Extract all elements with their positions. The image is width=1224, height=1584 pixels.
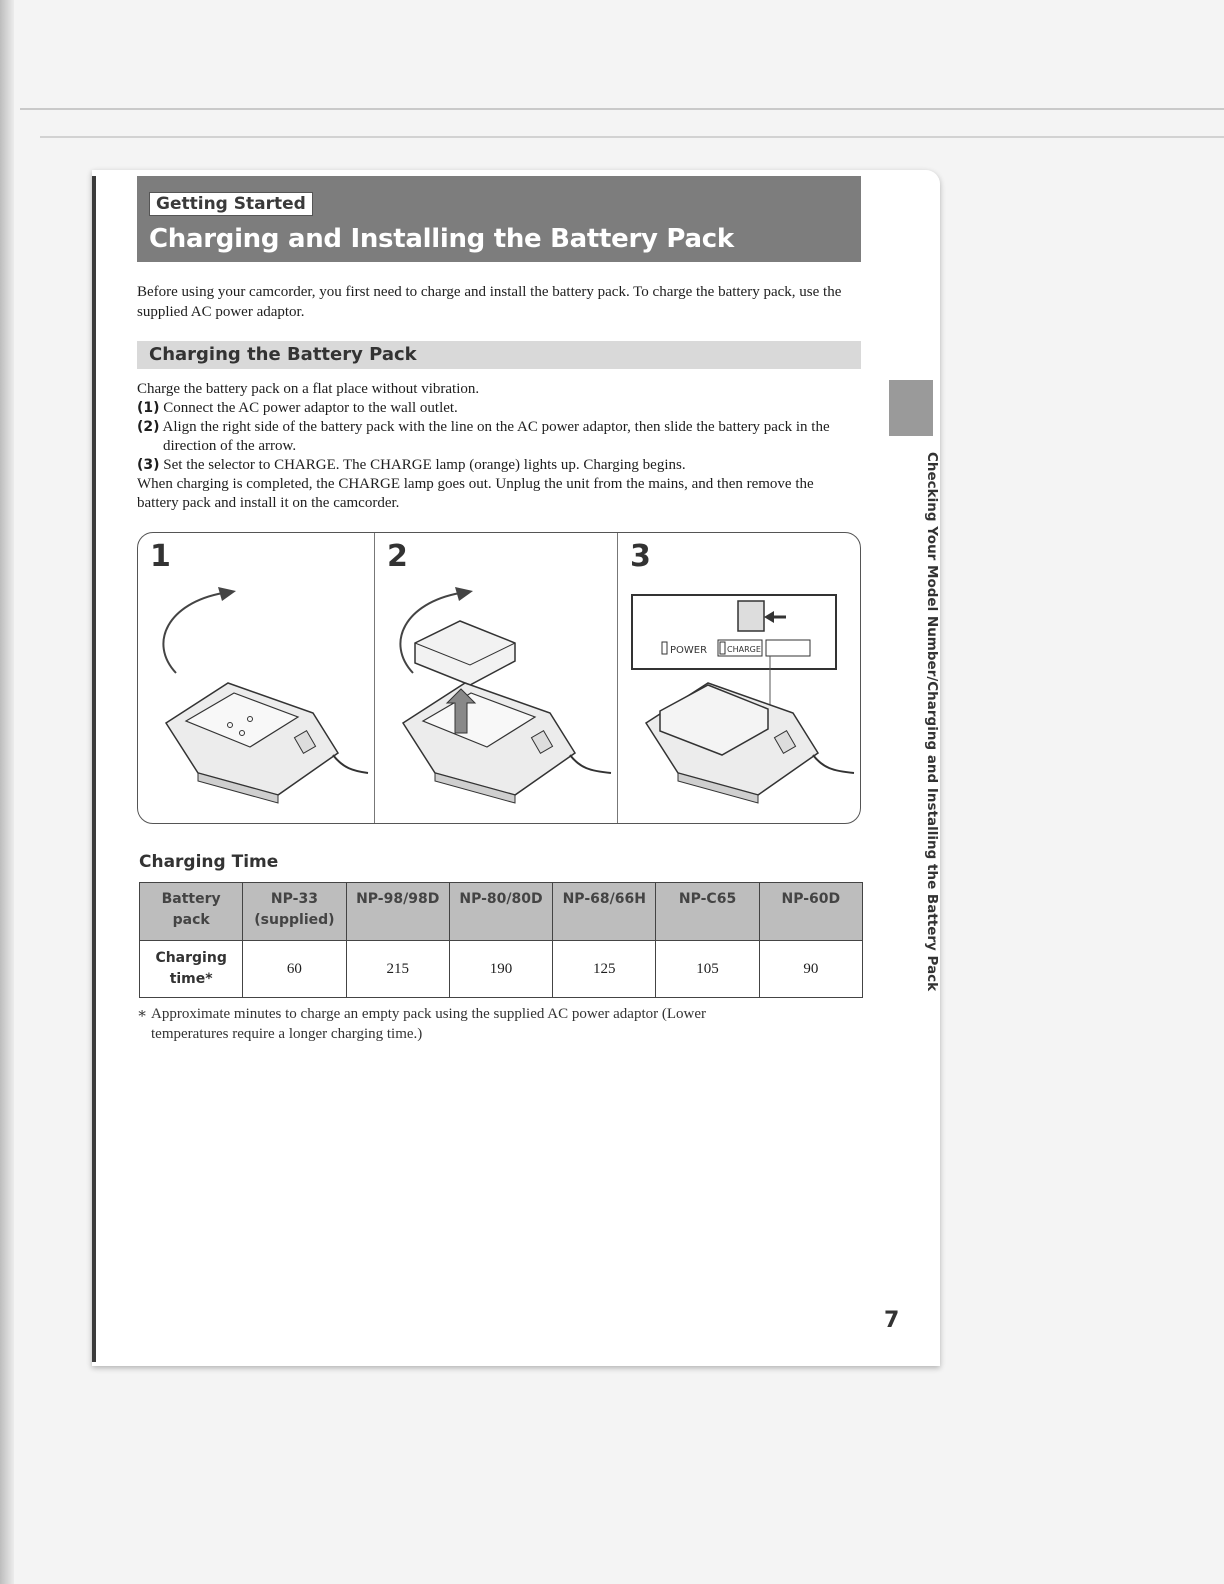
table-header-cell: NP-80/80D [449,883,552,941]
table-cell: 215 [346,941,449,998]
table-header-cell: Battery pack [140,883,243,941]
subhead-band [137,341,861,369]
page-number: 7 [884,1308,900,1333]
scan-edge-line [40,136,1224,138]
intro-paragraph: Before using your camcorder, you first need to charge and install the battery pack. To charge the battery pack, use the supplied AC power adaptor. [137,284,842,320]
page-title: Charging and Installing the Battery Pack [149,224,734,254]
footnote-marker: ∗ [137,1006,148,1022]
manual-page [92,170,940,1366]
charger-illustration [138,533,374,823]
table-cell: 105 [656,941,759,998]
power-label: POWER [670,645,708,656]
side-tab-marker [889,380,933,436]
table-header-cell: NP-68/66H [553,883,656,941]
scan-shadow [0,0,14,1584]
header-band [137,176,861,262]
row-label [140,941,243,998]
diagram-panel-1 [138,533,375,823]
table-header-cell: NP-C65 [656,883,759,941]
table-header-cell: NP-60D [759,883,862,941]
step-text: Set the selector to CHARGE. The CHARGE lamp (orange) lights up. Charging begins. [163,457,686,473]
instruction-step-2 [137,418,859,456]
pack-name: NP-33 [270,891,318,907]
row-label-line: Charging [155,950,227,966]
table-header-cell: NP-98/98D [346,883,449,941]
side-tab-label: Checking Your Model Number/Charging and Installing the Battery Pack [924,452,940,992]
footnote-text: temperatures require a longer charging time.) [151,1026,423,1042]
step-text: Align the right side of the battery pack with the line on the AC power adaptor, then slide the battery pack in the direction of the arrow. [162,419,830,454]
table-cell: 90 [759,941,862,998]
charging-time-heading: Charging Time [139,852,279,872]
charging-selector-illustration [618,533,860,823]
instruction-step-3 [137,456,859,475]
pack-note: (supplied) [254,912,335,928]
section-tag: Getting Started [149,192,313,216]
step-number: (1) [137,400,160,416]
footnote-text: Approximate minutes to charge an empty pack using the supplied AC power adaptor (Lower [151,1006,706,1022]
footnote [137,1004,817,1044]
instruction-lead: Charge the battery pack on a flat place without vibration. [137,381,480,397]
table-cell: 125 [553,941,656,998]
charging-instructions [137,380,859,513]
diagram-panel-2 [375,533,618,823]
step-number: (3) [137,457,160,473]
charging-time-table [139,882,863,998]
scan-edge-line [20,108,1224,110]
table-row [140,941,863,998]
diagram-panel-3 [618,533,860,823]
instruction-closing: When charging is completed, the CHARGE lamp goes out. Unplug the unit from the mains, and then remove the battery pack and install it on the camcorder. [137,476,814,511]
table-header-cell [243,883,346,941]
page-binding-edge [92,176,96,1362]
step-text: Connect the AC power adaptor to the wall outlet. [163,400,458,416]
instruction-step-1 [137,399,859,418]
row-label-line: time* [169,971,213,987]
charging-subhead: Charging the Battery Pack [149,344,417,365]
panel-number: 1 [150,539,171,574]
panel-number: 2 [387,539,408,574]
step-number: (2) [137,419,160,435]
charger-with-battery-illustration [375,533,617,823]
table-cell: 190 [449,941,552,998]
charging-diagram [137,532,861,824]
table-header-row [140,883,863,941]
table-cell: 60 [243,941,346,998]
charge-label: CHARGE [727,645,761,654]
panel-number: 3 [630,539,651,574]
